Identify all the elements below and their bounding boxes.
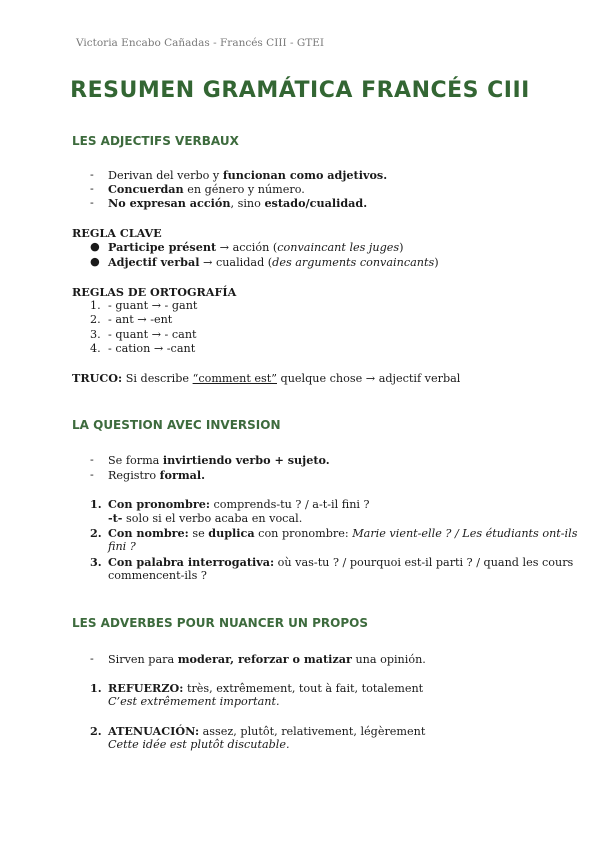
regla-clave-label: REGLA CLAVE <box>72 226 162 240</box>
reglas-ortografia-label: REGLAS DE ORTOGRAFÍA <box>72 285 237 299</box>
list-item: - quant → - cant <box>108 328 197 341</box>
list-item: REFUERZO: très, extrêmement, tout à fait, totalement <box>108 681 424 695</box>
dash-bullet: - <box>90 453 94 466</box>
list-item: Adjectif verbal → cualidad (des arguments convaincants) <box>108 255 439 269</box>
list-item: ATENUACIÓN: assez, plutôt, relativement, légèrement <box>108 724 426 738</box>
list-number: 1. <box>90 497 102 511</box>
list-number: 4. <box>90 342 101 355</box>
section-heading-question: LA QUESTION AVEC INVERSION <box>72 418 281 432</box>
example-text: C’est extrêmement important. <box>108 695 280 708</box>
list-item: Con palabra interrogativa: où vas-tu ? / pourquoi est-il parti ? / quand les cours <box>108 555 574 569</box>
list-number: 2. <box>90 526 102 540</box>
dash-bullet: - <box>90 652 94 665</box>
list-number: 2. <box>90 313 101 326</box>
list-item-note: -t- solo si el verbo acaba en vocal. <box>108 511 303 525</box>
list-item: Sirven para moderar, reforzar o matizar una opinión. <box>108 652 426 666</box>
dot-bullet: ● <box>90 240 100 253</box>
dot-bullet: ● <box>90 255 100 268</box>
truco-note: TRUCO: Si describe “comment est” quelque chose → adjectif verbal <box>72 371 461 385</box>
list-item: Se forma invirtiendo verbo + sujeto. <box>108 453 330 467</box>
section-heading-adverbes: LES ADVERBES POUR NUANCER UN PROPOS <box>72 616 368 630</box>
list-item-continuation: fini ? <box>108 540 136 553</box>
dash-bullet: - <box>90 196 94 209</box>
list-item-continuation: commencent-ils ? <box>108 569 207 582</box>
document-title: RESUMEN GRAMÁTICA FRANCÉS CIII <box>70 78 530 103</box>
list-item: - guant → - gant <box>108 299 198 312</box>
list-item: - cation → -cant <box>108 342 196 355</box>
list-item: Registro formal. <box>108 468 206 482</box>
list-item: Derivan del verbo y funcionan como adjetivos. <box>108 168 388 182</box>
dash-bullet: - <box>90 168 94 181</box>
list-number: 1. <box>90 681 102 695</box>
list-item: Con pronombre: comprends-tu ? / a-t-il fini ? <box>108 497 370 511</box>
dash-bullet: - <box>90 468 94 481</box>
section-heading-adjectifs: LES ADJECTIFS VERBAUX <box>72 134 239 148</box>
list-number: 3. <box>90 328 101 341</box>
list-number: 3. <box>90 555 102 569</box>
list-item: No expresan acción, sino estado/cualidad. <box>108 196 368 210</box>
page-header: Victoria Encabo Cañadas - Francés CIII - GTEI <box>76 37 325 49</box>
list-item: - ant → -ent <box>108 313 173 326</box>
list-item: Participe présent → acción (convaincant les juges) <box>108 240 404 254</box>
list-number: 2. <box>90 724 102 738</box>
dash-bullet: - <box>90 182 94 195</box>
list-number: 1. <box>90 299 101 312</box>
example-text: Cette idée est plutôt discutable. <box>108 738 290 751</box>
list-item: Con nombre: se duplica con pronombre: Marie vient-elle ? / Les étudiants ont-ils <box>108 526 578 540</box>
list-item: Concuerdan en género y número. <box>108 182 305 196</box>
